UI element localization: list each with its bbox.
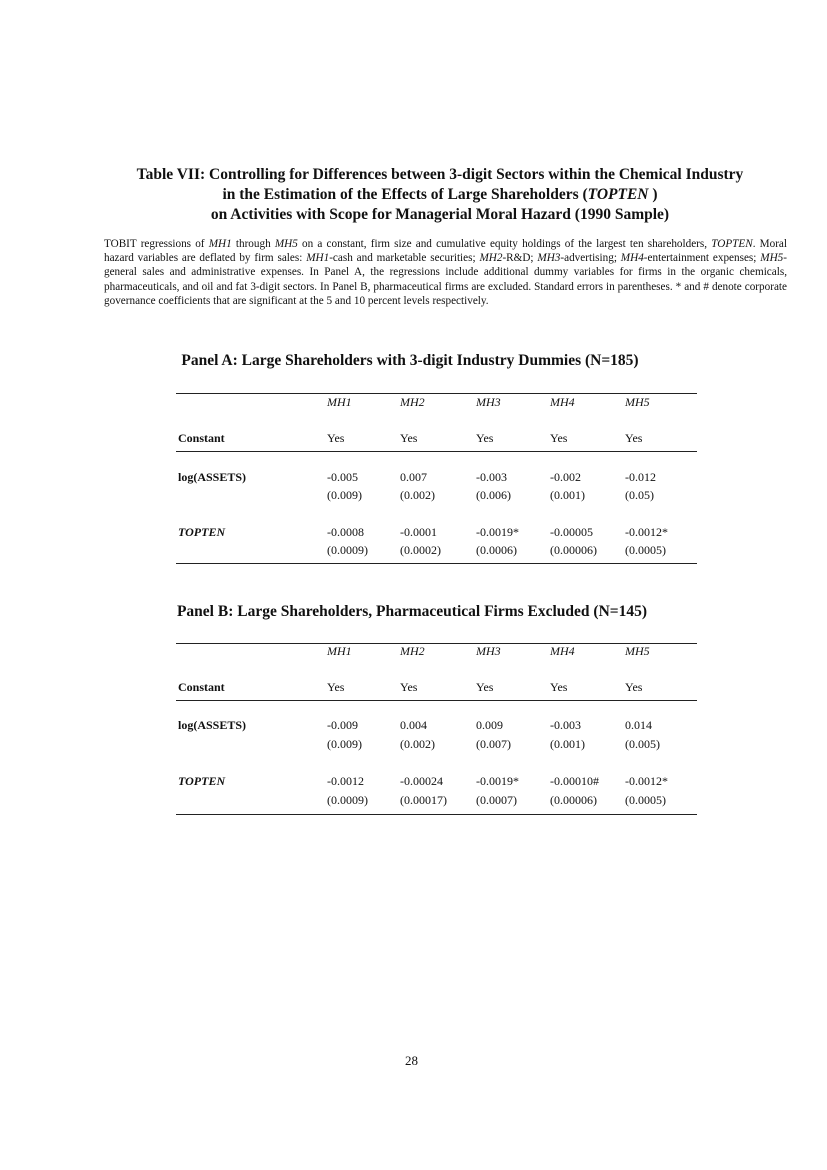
standard-error: (0.005)	[625, 737, 660, 751]
column-header: MH1	[327, 644, 352, 658]
table-cell: Yes	[550, 680, 568, 694]
table-title-line-2-pre: in the Estimation of the Effects of Large Shareholders (	[222, 186, 588, 203]
desc-var: TOPTEN	[711, 238, 753, 250]
table-cell: 0.007	[400, 470, 427, 484]
desc-text: on a constant, firm size and cumulative equity holdings of the largest ten shareholders,	[297, 238, 712, 250]
table-cell: -0.00024	[400, 774, 443, 788]
desc-text: -R&D;	[502, 252, 538, 265]
table-cell: Yes	[327, 680, 345, 694]
table-cell: Yes	[625, 680, 643, 694]
standard-error: (0.0002)	[400, 543, 441, 557]
standard-error: (0.007)	[476, 737, 511, 751]
row-label: Constant	[178, 431, 225, 445]
standard-error: (0.0006)	[476, 543, 517, 557]
desc-text: -advertising;	[560, 252, 621, 265]
panel-b-title: Panel B: Large Shareholders, Pharmaceutical Firms Excluded (N=145)	[176, 603, 648, 620]
standard-error: (0.001)	[550, 737, 585, 751]
table-cell: -0.003	[550, 718, 581, 732]
table-top-rule	[176, 393, 697, 394]
standard-error: (0.001)	[550, 488, 585, 502]
standard-error: (0.0007)	[476, 793, 517, 807]
table-cell: 0.014	[625, 718, 652, 732]
standard-error: (0.00017)	[400, 793, 447, 807]
table-cell: Yes	[550, 431, 568, 445]
standard-error: (0.002)	[400, 488, 435, 502]
table-title-variable: TOPTEN	[587, 186, 649, 203]
table-cell: -0.003	[476, 470, 507, 484]
column-header: MH2	[400, 644, 425, 658]
table-bottom-rule	[176, 814, 697, 815]
standard-error: (0.00006)	[550, 793, 597, 807]
column-header: MH5	[625, 644, 650, 658]
standard-error: (0.009)	[327, 488, 362, 502]
standard-error: (0.002)	[400, 737, 435, 751]
table-cell: -0.0001	[400, 525, 437, 539]
desc-text: TOBIT regressions of	[104, 238, 209, 250]
table-bottom-rule	[176, 563, 697, 564]
row-label: TOPTEN	[178, 774, 226, 788]
table-cell: -0.00010#	[550, 774, 599, 788]
column-header: MH5	[625, 395, 650, 409]
desc-var: MH5	[760, 252, 784, 265]
table-cell: -0.0008	[327, 525, 364, 539]
desc-var: MH1	[306, 252, 330, 265]
table-title	[60, 165, 820, 225]
desc-text: through	[231, 238, 275, 250]
table-top-rule	[176, 643, 697, 644]
standard-error: (0.0009)	[327, 793, 368, 807]
table-cell: -0.009	[327, 718, 358, 732]
standard-error: (0.006)	[476, 488, 511, 502]
table-cell: Yes	[400, 431, 418, 445]
table-cell: Yes	[476, 431, 494, 445]
desc-var: MH3	[537, 252, 561, 265]
table-cell: -0.00005	[550, 525, 593, 539]
table-cell: Yes	[327, 431, 345, 445]
row-label: Constant	[178, 680, 225, 694]
desc-text: -general sales and administrative expenses. In Panel A, the regressions include additional dummy variables for firms in the organic chemicals, pharmaceuticals, and oil and fat 3-digit sectors. In Panel B, pharmaceutical firms are excluded. Standard errors in parentheses. * and # denote corporate governance coefficients that are significant at the 5 and 10 percent levels respectively.	[104, 252, 787, 307]
table-description	[104, 237, 787, 308]
row-label: TOPTEN	[178, 525, 226, 539]
desc-var: MH4	[620, 252, 644, 265]
table-cell: -0.0012*	[625, 774, 668, 788]
desc-text: . Moral hazard variables are deflated by firm sales:	[104, 238, 787, 265]
row-label: log(ASSETS)	[178, 470, 247, 484]
table-cell: Yes	[625, 431, 643, 445]
table-cell: Yes	[400, 680, 418, 694]
row-label: log(ASSETS)	[178, 718, 247, 732]
standard-error: (0.0009)	[327, 543, 368, 557]
desc-text: -entertainment expenses;	[643, 252, 761, 265]
table-cell: -0.012	[625, 470, 656, 484]
standard-error: (0.0005)	[625, 543, 666, 557]
standard-error: (0.0005)	[625, 793, 666, 807]
column-header: MH3	[476, 644, 501, 658]
table-title-line-2	[60, 185, 820, 205]
table-cell: -0.0012	[327, 774, 364, 788]
column-header: MH1	[327, 395, 352, 409]
standard-error: (0.009)	[327, 737, 362, 751]
table-title-line-3: on Activities with Scope for Managerial Moral Hazard (1990 Sample)	[210, 206, 670, 223]
desc-text: -cash and marketable securities;	[329, 252, 480, 265]
table-cell: 0.009	[476, 718, 503, 732]
table-title-line-1: Table VII: Controlling for Differences between 3-digit Sectors within the Chemical Industry	[136, 166, 744, 183]
column-header: MH3	[476, 395, 501, 409]
table-title-line-2-post: )	[648, 186, 658, 203]
desc-var: MH2	[479, 252, 503, 265]
panel-a-title: Panel A: Large Shareholders with 3-digit Industry Dummies (N=185)	[181, 352, 639, 369]
column-header: MH4	[550, 395, 575, 409]
standard-error: (0.00006)	[550, 543, 597, 557]
table-mid-rule	[176, 451, 697, 452]
table-cell: -0.005	[327, 470, 358, 484]
table-cell: Yes	[476, 680, 494, 694]
column-header: MH2	[400, 395, 425, 409]
table-mid-rule	[176, 700, 697, 701]
column-header: MH4	[550, 644, 575, 658]
table-cell: -0.002	[550, 470, 581, 484]
table-cell: -0.0019*	[476, 525, 519, 539]
desc-var: MH5	[274, 238, 298, 250]
desc-var: MH1	[208, 238, 232, 250]
page-number: 28	[405, 1053, 418, 1068]
table-cell: 0.004	[400, 718, 427, 732]
standard-error: (0.05)	[625, 488, 654, 502]
table-cell: -0.0019*	[476, 774, 519, 788]
table-cell: -0.0012*	[625, 525, 668, 539]
